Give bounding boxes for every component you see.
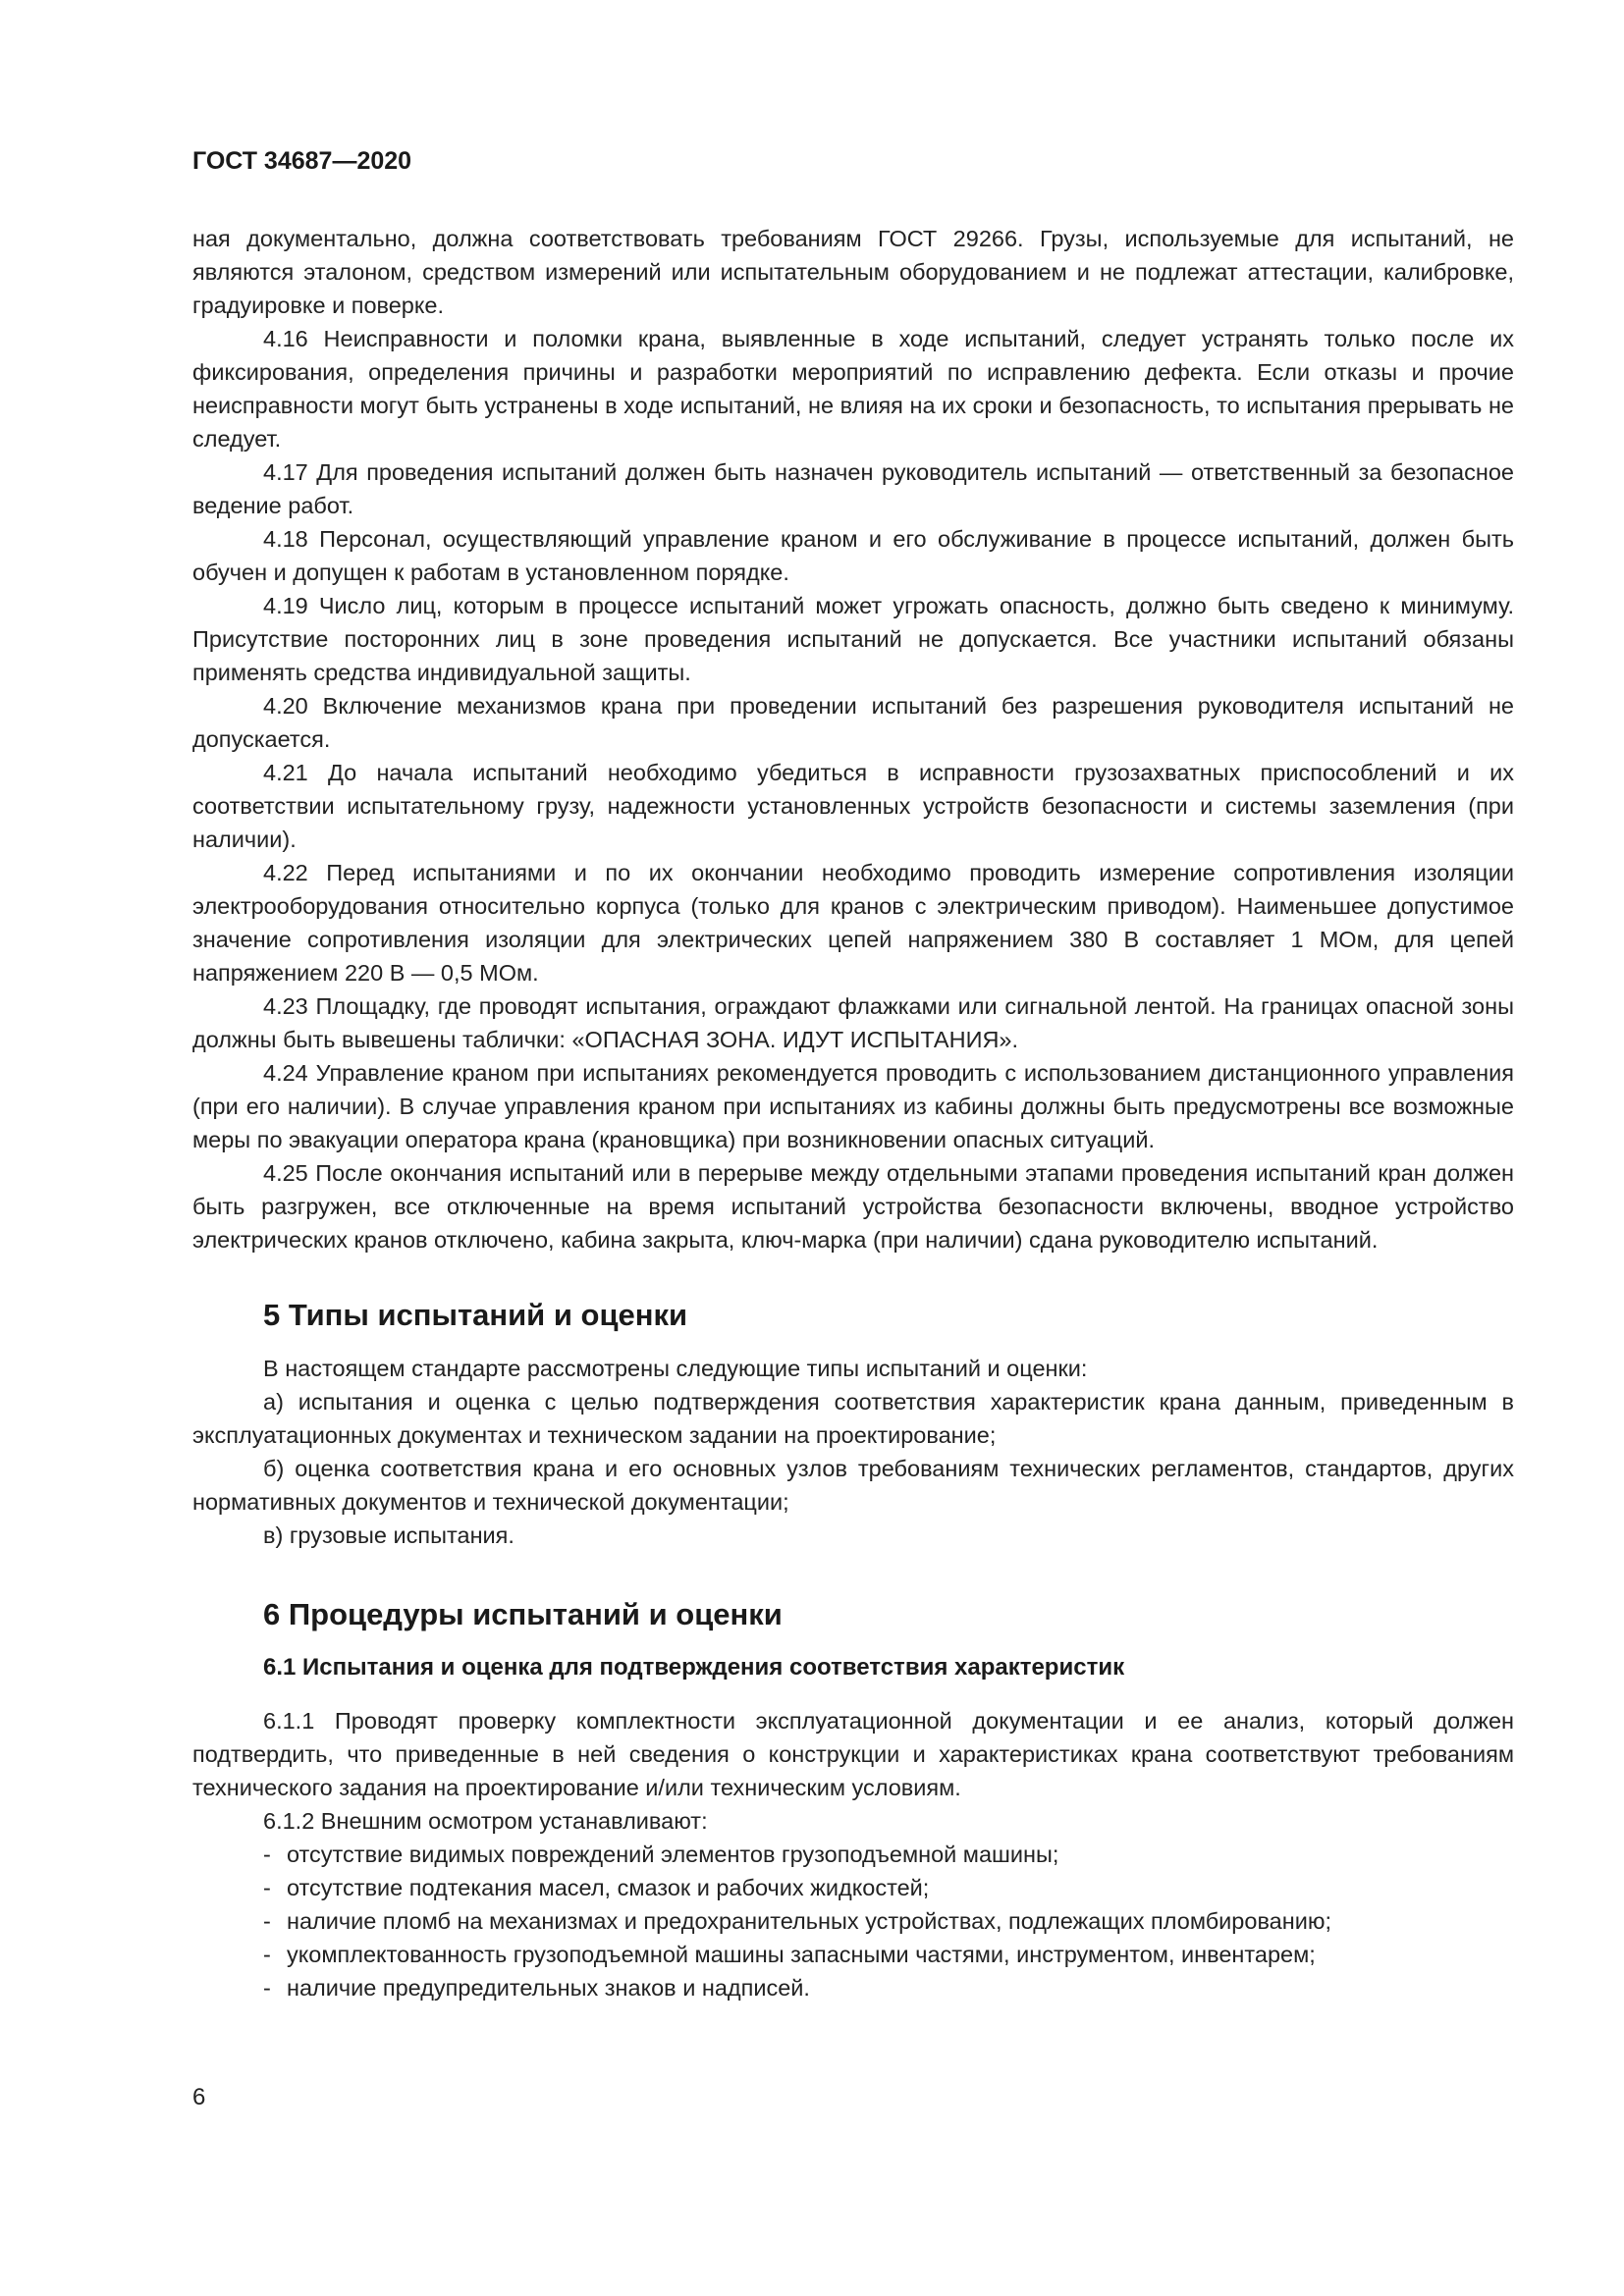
section-5-heading: 5 Типы испытаний и оценки <box>263 1298 688 1332</box>
paragraph-4-16: 4.16 Неисправности и поломки крана, выявленные в ходе испытаний, следует устранять только после их фиксирования, определения причины и разработки мероприятий по исправлению дефекта. Если отказы и прочие неисправности могут быть устранены в ходе испытаний, не влияя на их сроки и безопасность, то испытания прерывать не следует. <box>192 326 1514 452</box>
list-item-text: наличие пломб на механизмах и предохранительных устройствах, подлежащих пломбированию; <box>287 1908 1331 1934</box>
paragraph-4-22: 4.22 Перед испытаниями и по их окончании необходимо проводить измерение сопротивления изоляции электрооборудования относительно корпуса (только для кранов с электрическим приводом). Наименьшее допустимое значение сопротивления изоляции для электрических цепей напряжением 380 В составляет 1 МОм, для цепей напряжением 220 В — 0,5 МОм. <box>192 860 1514 986</box>
list-item: - отсутствие подтекания масел, смазок и рабочих жидкостей; <box>263 1875 930 1900</box>
page-number: 6 <box>192 2084 206 2110</box>
list-item-a: а) испытания и оценка с целью подтверждения соответствия характеристик крана данным, приведенным в эксплуатационных документах и техническом задании на проектирование; <box>192 1389 1514 1448</box>
paragraph-4-18: 4.18 Персонал, осуществляющий управление краном и его обслуживание в процессе испытаний, должен быть обучен и допущен к работам в установленном порядке. <box>192 526 1514 585</box>
list-item-text: наличие предупредительных знаков и надписей. <box>287 1975 810 2001</box>
list-item-v: в) грузовые испытания. <box>263 1522 514 1548</box>
list-item-text: отсутствие подтекания масел, смазок и рабочих жидкостей; <box>287 1875 930 1900</box>
section-5-intro: В настоящем стандарте рассмотрены следующие типы испытаний и оценки: <box>263 1356 1088 1381</box>
list-item-text: отсутствие видимых повреждений элементов грузоподъемной машины; <box>287 1842 1059 1867</box>
paragraph-4-19: 4.19 Число лиц, которым в процессе испытаний может угрожать опасность, должно быть сведено к минимуму. Присутствие посторонних лиц в зоне проведения испытаний не допускается. Все участники испытаний обязаны применять средства индивидуальной защиты. <box>192 593 1514 685</box>
paragraph-4-23: 4.23 Площадку, где проводят испытания, ограждают флажками или сигнальной лентой. На границах опасной зоны должны быть вывешены таблички: «ОПАСНАЯ ЗОНА. ИДУТ ИСПЫТАНИЯ». <box>192 993 1514 1052</box>
document-body <box>192 222 1514 2004</box>
paragraph-6-1-2: 6.1.2 Внешним осмотром устанавливают: <box>263 1808 708 1834</box>
document-header: ГОСТ 34687—2020 <box>192 147 412 175</box>
section-6-heading: 6 Процедуры испытаний и оценки <box>263 1597 783 1631</box>
list-item: - отсутствие видимых повреждений элементов грузоподъемной машины; <box>263 1842 1059 1867</box>
paragraph-4-25: 4.25 После окончания испытаний или в перерыве между отдельными этапами проведения испытаний кран должен быть разгружен, все отключенные на время испытаний устройства безопасности включены, вводное устройство электрических кранов отключено, кабина закрыта, ключ-марка (при наличии) сдана руководителю испытаний. <box>192 1160 1514 1253</box>
paragraph-4-17: 4.17 Для проведения испытаний должен быть назначен руководитель испытаний — ответственный за безопасное ведение работ. <box>192 459 1514 518</box>
list-item-b: б) оценка соответствия крана и его основных узлов требованиям технических регламентов, стандартов, других нормативных документов и технической документации; <box>192 1456 1514 1515</box>
paragraph-6-1-1: 6.1.1 Проводят проверку комплектности эксплуатационной документации и ее анализ, который должен подтвердить, что приведенные в ней сведения о конструкции и характеристиках крана соответствуют требованиям технического задания на проектирование и/или техническим условиям. <box>192 1708 1514 1800</box>
paragraph-continuation: ная документально, должна соответствовать требованиям ГОСТ 29266. Грузы, используемые для испытаний, не являются эталоном, средством измерений или испытательным оборудованием и не подлежат аттестации, калибровке, градуировке и поверке. <box>192 226 1514 318</box>
subsection-6-1-heading: 6.1 Испытания и оценка для подтверждения соответствия характеристик <box>263 1654 1125 1681</box>
paragraph-4-21: 4.21 До начала испытаний необходимо убедиться в исправности грузозахватных приспособлений и их соответствии испытательному грузу, надежности установленных устройств безопасности и системы заземления (при наличии). <box>192 760 1514 852</box>
list-item: - наличие пломб на механизмах и предохранительных устройствах, подлежащих пломбированию; <box>263 1908 1331 1934</box>
inspection-list <box>192 1838 1514 2004</box>
list-item: - укомплектованность грузоподъемной машины запасными частями, инструментом, инвентарем; <box>263 1942 1316 1967</box>
list-item-text: укомплектованность грузоподъемной машины запасными частями, инструментом, инвентарем; <box>287 1942 1316 1967</box>
paragraph-4-24: 4.24 Управление краном при испытаниях рекомендуется проводить с использованием дистанционного управления (при его наличии). В случае управления краном при испытаниях из кабины должны быть предусмотрены все возможные меры по эвакуации оператора крана (крановщика) при возникновении опасных ситуаций. <box>192 1060 1514 1152</box>
paragraph-4-20: 4.20 Включение механизмов крана при проведении испытаний без разрешения руководителя испытаний не допускается. <box>192 693 1514 752</box>
list-item: - наличие предупредительных знаков и надписей. <box>263 1975 810 2001</box>
